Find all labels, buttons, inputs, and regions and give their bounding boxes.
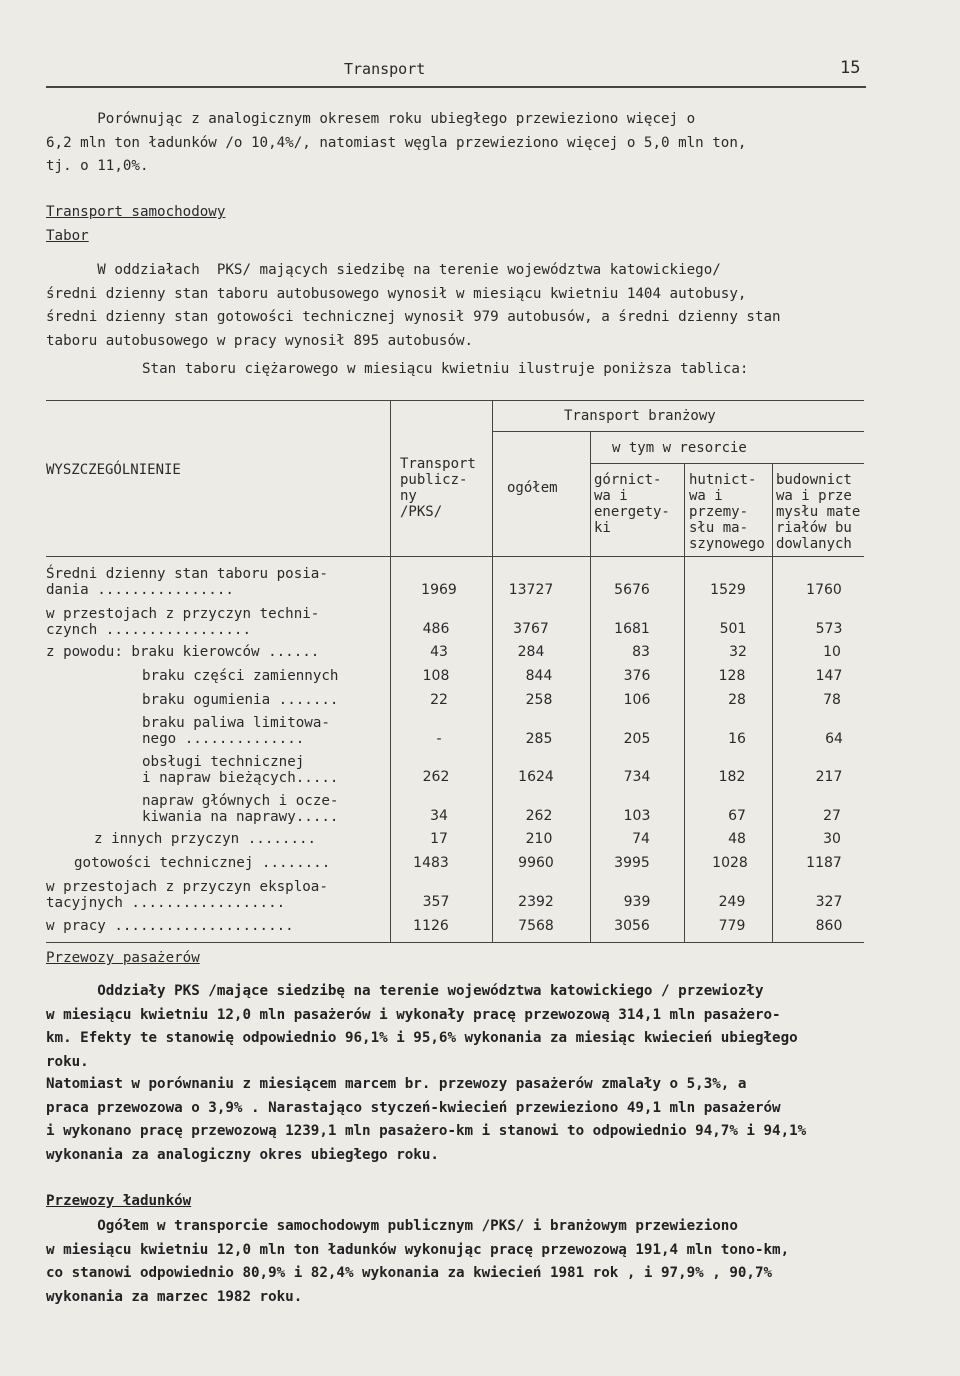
cell-value: 182 xyxy=(718,769,746,785)
row-label-no-parts: braku części zamiennych xyxy=(142,668,339,684)
cell-value: 30 xyxy=(823,831,841,847)
header-construction: budownict wa i prze mysłu mate riałów bu dowlanych xyxy=(776,472,861,552)
row-label-major-repairs: napraw głównych i ocze- kiwania na naprawy..... xyxy=(142,793,339,825)
cell-value: 3056 xyxy=(614,918,650,934)
cell-value: 1187 xyxy=(806,855,842,871)
cell-value: 10 xyxy=(823,644,841,660)
cell-value: 1969 xyxy=(421,582,457,598)
cell-value: 67 xyxy=(728,808,746,824)
cell-value: 1126 xyxy=(413,918,449,934)
subheading-fleet: Tabor xyxy=(46,228,89,244)
cell-value: 83 xyxy=(632,644,650,660)
cell-value: 9960 xyxy=(518,855,554,871)
cell-value: 860 xyxy=(815,918,843,934)
header-resorts: w tym w resorcie xyxy=(612,440,747,456)
passengers-paragraph-1: Oddziały PKS /mające siedzibę na terenie województwa katowickiego / przewiozły w miesiącu kwietniu 12,0 mln pasażerów i wykonały pracę przewozową 314,1 mln pasażero- km. Efekty te stanowię odpowiednio 96,1% i 95,6% wykonania za miesiąc kwiecień ubiegłego roku. xyxy=(46,983,798,1070)
table-header-bottom-rule xyxy=(46,556,864,557)
table-intro-text: Stan taboru ciężarowego w miesiącu kwietniu ilustruje poniższa tablica: xyxy=(142,361,749,377)
row-label-tech-readiness: gotowości technicznej ........ xyxy=(74,855,331,871)
cell-value: 22 xyxy=(430,692,448,708)
cell-value: 2392 xyxy=(518,894,554,910)
cell-value: 779 xyxy=(718,918,746,934)
page-number: 15 xyxy=(840,58,861,78)
cell-value: 13727 xyxy=(508,582,554,598)
row-label-in-operation: w pracy ..................... xyxy=(46,918,294,934)
section-heading-cargo: Przewozy ładunków xyxy=(46,1193,192,1209)
header-branch-transport: Transport branżowy xyxy=(564,408,716,424)
table-top-rule xyxy=(46,400,864,401)
cell-value: 1028 xyxy=(712,855,748,871)
cell-value: 285 xyxy=(525,731,553,747)
header-rule xyxy=(46,86,866,88)
table-vline-mining xyxy=(684,463,685,942)
row-label-tech-downtime: w przestojach z przyczyn techni- czynch ................. xyxy=(46,606,320,638)
cell-value: 28 xyxy=(728,692,746,708)
header-spec: WYSZCZEGÓLNIENIE xyxy=(46,462,181,478)
cell-value: 205 xyxy=(623,731,651,747)
cell-value: 217 xyxy=(815,769,843,785)
cell-value: 573 xyxy=(815,621,843,637)
cell-value: 327 xyxy=(815,894,843,910)
cell-value: 147 xyxy=(815,668,843,684)
cell-value: 1624 xyxy=(518,769,554,785)
row-label-operational-downtime: w przestojach z przyczyn eksploa- tacyjnych .................. xyxy=(46,879,328,911)
cell-value: 486 xyxy=(422,621,450,637)
table-bottom-rule xyxy=(46,942,864,943)
cell-value: 210 xyxy=(525,831,553,847)
cell-value: - xyxy=(436,731,442,747)
table-rule-resorts xyxy=(590,463,864,464)
table-vline-public xyxy=(492,400,493,942)
cell-value: 32 xyxy=(729,644,747,660)
cell-value: 43 xyxy=(430,644,448,660)
cell-value: 501 xyxy=(719,621,747,637)
cell-value: 1529 xyxy=(710,582,746,598)
section-heading-road-transport: Transport samochodowy xyxy=(46,204,226,220)
cell-value: 27 xyxy=(823,808,841,824)
row-label-no-tyres: braku ogumienia ....... xyxy=(142,692,339,708)
row-label-no-fuel: braku paliwa limitowa- nego .............. xyxy=(142,715,330,747)
cell-value: 376 xyxy=(623,668,651,684)
cell-value: 64 xyxy=(825,731,843,747)
cell-value: 1681 xyxy=(614,621,650,637)
cell-value: 17 xyxy=(430,831,448,847)
cell-value: 3767 xyxy=(513,621,549,637)
cell-value: 48 xyxy=(728,831,746,847)
cell-value: 74 xyxy=(632,831,650,847)
cell-value: 284 xyxy=(517,644,545,660)
cell-value: 3995 xyxy=(614,855,650,871)
cell-value: 249 xyxy=(718,894,746,910)
header-total: ogółem xyxy=(507,480,558,496)
table-vline-total xyxy=(590,431,591,942)
cell-value: 1483 xyxy=(413,855,449,871)
row-label-avg-stock: Średni dzienny stan taboru posia- dania ................ xyxy=(46,566,328,598)
cell-value: 108 xyxy=(422,668,450,684)
cell-value: 34 xyxy=(430,808,448,824)
header-metal: hutnict- wa i przemy- słu ma- szynowego xyxy=(689,472,765,552)
cell-value: 844 xyxy=(525,668,553,684)
cell-value: 78 xyxy=(823,692,841,708)
cell-value: 7568 xyxy=(518,918,554,934)
cargo-paragraph: Ogółem w transporcie samochodowym publicznym /PKS/ i branżowym przewieziono w miesiącu kwietniu 12,0 mln ton ładunków wykonując pracę przewozową 191,4 mln tono-km, co stanowi odpowiednio 80,9% i 82,4% wykonania za kwiecień 1981 rok , i 97,9% , 90,7% wykonania za marzec 1982 roku. xyxy=(46,1218,790,1305)
cell-value: 106 xyxy=(623,692,651,708)
row-label-maintenance: obsługi technicznej i napraw bieżących..... xyxy=(142,754,339,786)
table-rule-branch xyxy=(492,431,864,432)
cell-value: 5676 xyxy=(614,582,650,598)
passengers-paragraph-2: Natomiast w porównaniu z miesiącem marcem br. przewozy pasażerów zmalały o 5,3%, a praca przewozowa o 3,9% . Narastająco styczeń-kwiecień przewieziono 49,1 mln pasażerów i wykonano pracę przewozową 1239,1 mln pasażero-km i stanowi to odpowiednio 94,7% i 94,1% wykonania za analogiczny okres ubiegłego roku. xyxy=(46,1076,807,1163)
cell-value: 262 xyxy=(525,808,553,824)
intro-paragraph: Porównując z analogicznym okresem roku ubiegłego przewieziono więcej o 6,2 mln ton ładunków /o 10,4%/, natomiast węgla przewieziono więcej o 5,0 mln ton, tj. o 11,0%. xyxy=(46,111,747,174)
cell-value: 16 xyxy=(728,731,746,747)
cell-value: 262 xyxy=(422,769,450,785)
section-heading-passengers: Przewozy pasażerów xyxy=(46,950,200,966)
header-mining: górnict- wa i energety- ki xyxy=(594,472,670,536)
fleet-paragraph: W oddziałach PKS/ mających siedzibę na terenie województwa katowickiego/ średni dzienny stan taboru autobusowego wynosił w miesiącu kwietniu 1404 autobusy, średni dzienny stan gotowości technicznej wynosił 979 autobusów, a średni dzienny stan taboru autobusowego w pracy wynosił 895 autobusów. xyxy=(46,262,781,349)
cell-value: 258 xyxy=(525,692,553,708)
running-title: Transport xyxy=(344,60,426,78)
row-label-other-reasons: z innych przyczyn ........ xyxy=(94,831,317,847)
header-public-transport: Transport publicz- ny /PKS/ xyxy=(400,456,476,520)
cell-value: 128 xyxy=(718,668,746,684)
row-label-no-drivers: z powodu: braku kierowców ...... xyxy=(46,644,320,660)
cell-value: 1760 xyxy=(806,582,842,598)
cell-value: 734 xyxy=(623,769,651,785)
cell-value: 103 xyxy=(623,808,651,824)
cell-value: 357 xyxy=(422,894,450,910)
cell-value: 939 xyxy=(623,894,651,910)
